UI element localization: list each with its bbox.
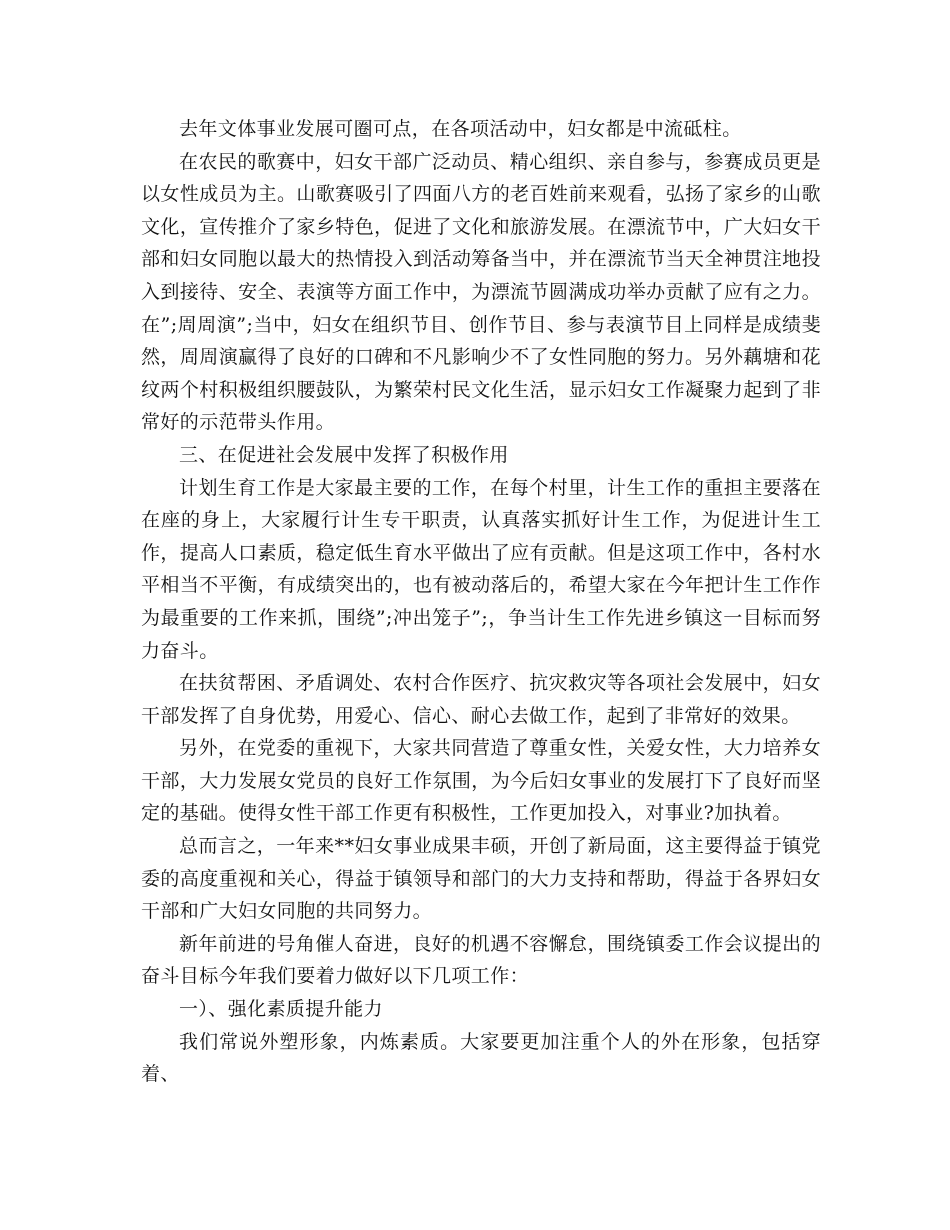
paragraph: 去年文体事业发展可圈可点，在各项活动中，妇女都是中流砥柱。 (179, 118, 742, 140)
paragraph: 我们常说外塑形象，内炼素质。大家要更加注重个人的外在形象，包括穿着、 (141, 1030, 821, 1086)
paragraph: 总而言之，一年来**妇女事业成果丰硕，开创了新局面，这主要得益于镇党委的高度重视和关心，得益于镇领导和部门的大力支持和帮助，得益于各界妇女干部和广大妇女同胞的共同努力。 (141, 835, 821, 923)
paragraph: 另外，在党委的重视下，大家共同营造了尊重女性，关爱女性，大力培养女干部，大力发展女党员的良好工作氛围，为今后妇女事业的发展打下了良好而坚定的基础。使得女性干部工作更有积极性，工作更加投入，对事业?加执着。 (141, 737, 821, 825)
paragraph: 新年前进的号角催人奋进，良好的机遇不容懈怠，围绕镇委工作会议提出的奋斗目标今年我们要着力做好以下几项工作： (141, 932, 821, 988)
document-body (141, 113, 821, 1091)
subsection-heading: 一）、强化素质提升能力 (179, 998, 383, 1021)
paragraph: 在农民的歌赛中，妇女干部广泛动员、精心组织、亲自参与，参赛成员更是以女性成员为主。山歌赛吸引了四面八方的老百姓前来观看，弘扬了家乡的山歌文化，宣传推介了家乡特色，促进了文化和旅游发展。在漂流节中，广大妇女干部和妇女同胞以最大的热情投入到活动筹备当中，并在漂流节当天全神贯注地投入到接待、安全、表演等方面工作中，为漂流节圆满成功举办贡献了应有之力。在”;周周演”;当中，妇女在组织节目、创作节目、参与表演节目上同样是成绩斐然，周周演赢得了良好的口碑和不凡影响少不了女性同胞的努力。另外藕塘和花纹两个村积极组织腰鼓队，为繁荣村民文化生活，显示妇女工作凝聚力起到了非常好的示范带头作用。 (141, 150, 821, 434)
paragraph: 计划生育工作是大家最主要的工作，在每个村里，计生工作的重担主要落在在座的身上，大家履行计生专干职责，认真落实抓好计生工作，为促进计生工作，提高人口素质，稳定低生育水平做出了应有贡献。但是这项工作中，各村水平相当不平衡，有成绩突出的，也有被动落后的，希望大家在今年把计生工作作为最重要的工作来抓，围绕”;冲出笼子”;，争当计生工作先进乡镇这一目标而努力奋斗。 (141, 476, 821, 662)
section-heading: 三、在促进社会发展中发挥了积极作用 (179, 443, 509, 466)
paragraph: 在扶贫帮困、矛盾调处、农村合作医疗、抗灾救灾等各项社会发展中，妇女干部发挥了自身优势，用爱心、信心、耐心去做工作，起到了非常好的效果。 (141, 672, 821, 727)
